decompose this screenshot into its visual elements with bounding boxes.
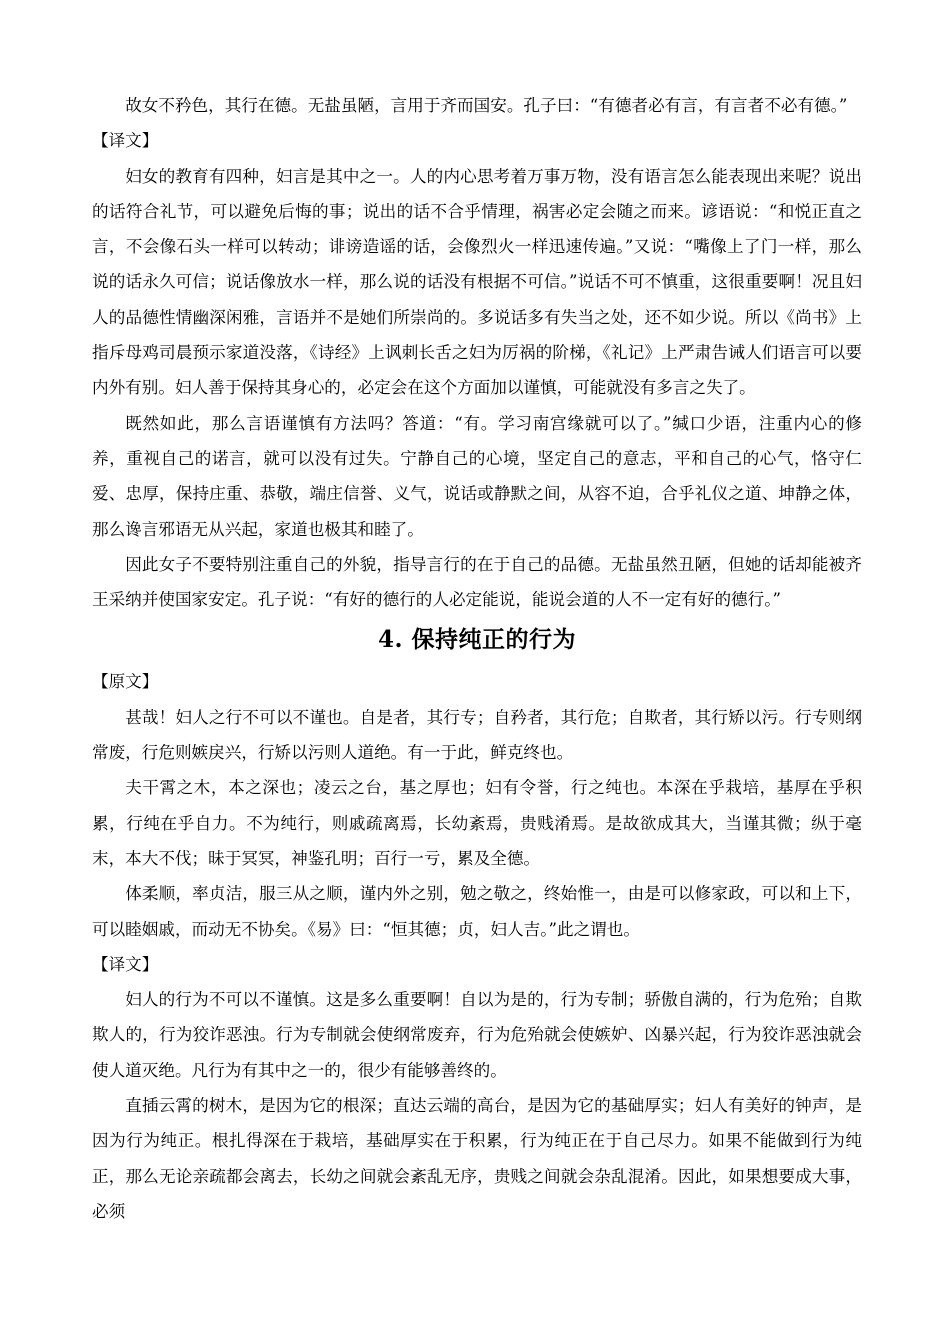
section4-original-paragraph-2: 夫干霄之木，本之深也；凌云之台，基之厚也；妇有令誉，行之纯也。本深在乎栽培，基厚在乎积累，行纯在乎自力。不为纯行，则戚疏离焉，长幼紊焉，贵贱淆焉。是故欲成其大，当谨其微；纵于毫末，本大不伐；昧于冥冥，神鉴孔明；百行一亏，累及全德。: [92, 778, 862, 868]
section4-title: 保持纯正的行为: [411, 626, 577, 654]
section4-original-label: 【原文】: [92, 672, 159, 692]
section3-translation-label: 【译文】: [92, 131, 159, 151]
section4-translation-label: 【译文】: [92, 954, 159, 974]
section4-original-paragraph-3: 体柔顺，率贞洁，服三从之顺，谨内外之别，勉之敬之，终始惟一，由是可以修家政，可以和上下，可以睦姻戚，而动无不协矣。《易》曰：“恒其德；贞，妇人吉。”此之谓也。: [92, 884, 862, 939]
section4-number: 4.: [377, 626, 403, 654]
section4-translation-paragraph-2: 直插云霄的树木，是因为它的根深；直达云端的高台，是因为它的基础厚实；妇人有美好的钟声，是因为行为纯正。根扎得深在于栽培，基础厚实在于积累，行为纯正在于自己尽力。如果不能做到行为纯正，那么无论亲疏都会离去，长幼之间就会紊乱无序，贵贱之间就会杂乱混淆。因此，如果想要成大事，必须: [92, 1096, 862, 1221]
section4-original-paragraph-1: 甚哉！妇人之行不可以不谨也。自是者，其行专；自矜者，其行危；自欺者，其行矫以污。行专则纲常废，行危则嫉戾兴，行矫以污则人道绝。有一于此，鲜克终也。: [92, 707, 862, 763]
section3-translation-paragraph-1: 妇女的教育有四种，妇言是其中之一。人的内心思考着万事万物，没有语言怎么能表现出来呢？说出的话符合礼节，可以避免后悔的事；说出的话不合乎情理，祸害必定会随之而来。谚语说：“和悦正直之言，不会像石头一样可以转动；诽谤造谣的话，会像烈火一样迅速传遍。”又说：“嘴像上了门一样，那么说的话永久可信；说话像放水一样，那么说的话没有根据不可信。”说话不可不慎重，这很重要啊！况且妇人的品德性情幽深闲雅，言语并不是她们所崇尚的。多说话多有失当之处，还不如少说。所以《尚书》上指斥母鸡司晨预示家道没落，《诗经》上讽刺长舌之妇为厉祸的阶梯，《礼记》上严肃告诫人们语言可以要内外有别。妇人善于保持其身心的，必定会在这个方面加以谨慎，可能就没有多言之失了。: [92, 166, 862, 398]
section3-translation-paragraph-3: 因此女子不要特别注重自己的外貌，指导言行的在于自己的品德。无盐虽然丑陋，但她的话却能被齐王采纳并使国家安定。孔子说：“有好的德行的人必定能说，能说会道的人不一定有好的德行。”: [92, 554, 862, 610]
section4-translation-paragraph-1: 妇人的行为不可以不谨慎。这是多么重要啊！自以为是的，行为专制；骄傲自满的，行为危殆；自欺欺人的，行为狡诈恶浊。行为专制就会使纲常废弃，行为危殆就会使嫉妒、凶暴兴起，行为狡诈恶浊就会使人道灭绝。凡行为有其中之一的，很少有能够善终的。: [92, 990, 862, 1080]
section4-heading: [92, 617, 862, 662]
section3-closing-paragraph: 故女不矜色，其行在德。无盐虽陋，言用于齐而国安。孔子曰：“有德者必有言，有言者不必有德。”: [125, 96, 848, 115]
section3-translation-paragraph-2: 既然如此，那么言语谨慎有方法吗？答道：“有。学习南宫缘就可以了。”缄口少语，注重内心的修养，重视自己的诺言，就可以没有过失。宁静自己的心境，坚定自己的意志，平和自己的心气，恪守仁爱、忠厚，保持庄重、恭敬，端庄信誉、义气，说话或静默之间，从容不迫，合乎礼仪之道、坤静之体，那么谗言邪语无从兴起，家道也极其和睦了。: [92, 413, 862, 539]
